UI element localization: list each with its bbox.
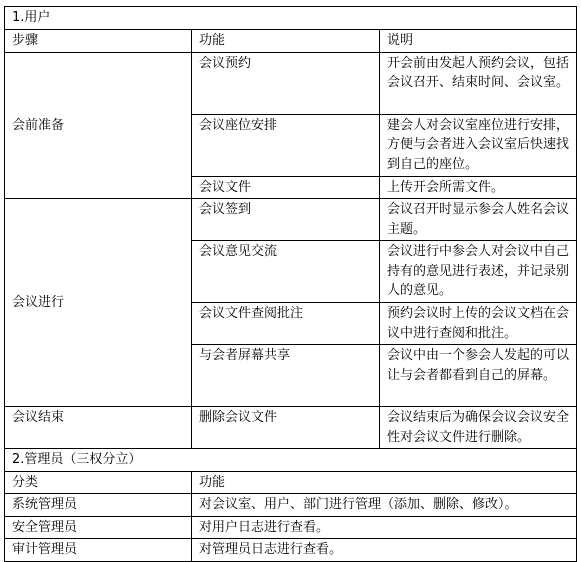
- table-row: [5, 407, 577, 449]
- header-function: 功能: [192, 471, 577, 494]
- header-description: 说明: [380, 30, 577, 53]
- description-cell: 建会人对会议室座位进行安排，方便与会者进入会议室后快速找到自己的座位。: [380, 114, 577, 176]
- step-cell: 会议进行: [5, 199, 192, 407]
- description-cell: 预约会议时上传的会议文档在会议中进行查阅和批注。: [380, 303, 577, 345]
- function-cell: 会议意见交流: [192, 241, 380, 303]
- description-cell: 开会前由发起人预约会议，包括会议召开、结束时间、会议室。: [380, 52, 577, 114]
- section2-title-row: [5, 449, 577, 472]
- header-function: 功能: [192, 30, 380, 53]
- role-cell: 系统管理员: [5, 494, 192, 517]
- section2-header-row: [5, 471, 577, 494]
- section1-title: 1.用户: [5, 7, 577, 30]
- function-cell: 删除会议文件: [192, 407, 380, 449]
- function-cell: 与会者屏幕共享: [192, 345, 380, 407]
- function-cell: 对管理员日志进行查看。: [192, 539, 577, 562]
- header-step: 步骤: [5, 30, 192, 53]
- description-cell: 上传开会所需文件。: [380, 176, 577, 199]
- function-cell: 会议文件查阅批注: [192, 303, 380, 345]
- description-cell: 会议召开时显示参会人姓名会议主题。: [380, 199, 577, 241]
- description-cell: 会议中由一个参会人发起的可以让与会者都看到自己的屏幕。: [380, 345, 577, 407]
- table-row: [5, 516, 577, 539]
- role-cell: 审计管理员: [5, 539, 192, 562]
- header-category: 分类: [5, 471, 192, 494]
- role-cell: 安全管理员: [5, 516, 192, 539]
- description-cell: 会议结束后为确保会议会议安全性对会议文件进行删除。: [380, 407, 577, 449]
- function-cell: 会议签到: [192, 199, 380, 241]
- section2-title: 2.管理员（三权分立）: [5, 449, 577, 472]
- table-row: [5, 52, 577, 114]
- table-row: [5, 494, 577, 517]
- section1-title-row: [5, 7, 577, 30]
- function-cell: 会议文件: [192, 176, 380, 199]
- function-cell: 会议座位安排: [192, 114, 380, 176]
- function-cell: 会议预约: [192, 52, 380, 114]
- step-cell: 会前准备: [5, 52, 192, 199]
- step-cell: 会议结束: [5, 407, 192, 449]
- table-row: [5, 199, 577, 241]
- function-cell: 对用户日志进行查看。: [192, 516, 577, 539]
- section1-header-row: [5, 30, 577, 53]
- table-row: [5, 539, 577, 562]
- requirements-table: [4, 6, 577, 562]
- description-cell: 会议进行中参会人对会议中自己持有的意见进行表述，并记录别人的意见。: [380, 241, 577, 303]
- function-cell: 对会议室、用户、部门进行管理（添加、删除、修改）。: [192, 494, 577, 517]
